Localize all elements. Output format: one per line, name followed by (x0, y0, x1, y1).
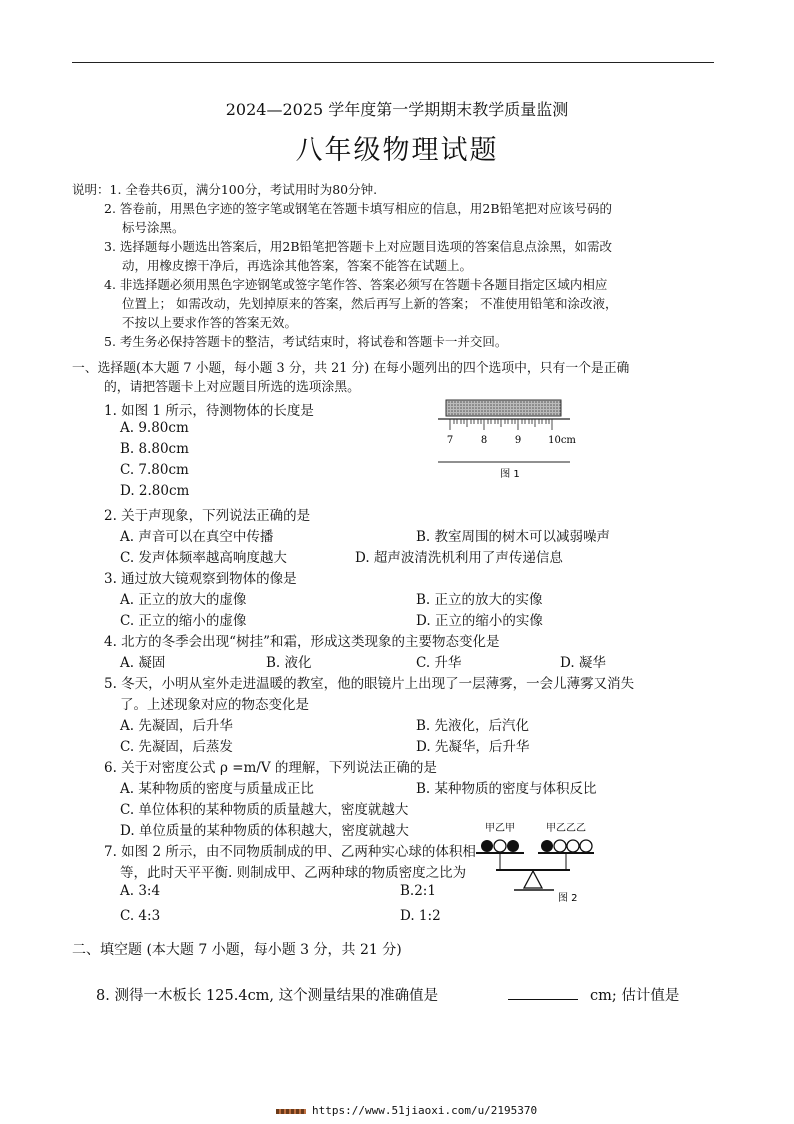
tick-label-7: 7 (446, 435, 454, 446)
q2-option-b: B. 教室周围的树木可以减弱噪声 (416, 529, 611, 545)
ruler-ticks (450, 419, 552, 430)
q6-stem: 6. 关于对密度公式 ρ =m/V 的理解，下列说法正确的是 (104, 760, 437, 776)
note-2b: 标号涂黑。 (122, 220, 185, 235)
note-2a: 2. 答卷前，用黑色字迹的签字笔或钢笔在答题卡填写相应的信息，用2B铅笔把对应该号码的 (104, 201, 613, 216)
q8-text: 8. 测得一木板长 125.4cm, 这个测量结果的准确值是 (96, 988, 439, 1004)
tick-label-9: 9 (514, 435, 522, 446)
q3-option-d: D. 正立的缩小的实像 (416, 613, 543, 629)
q6-option-a: A. 某种物质的密度与质量成正比 (120, 781, 314, 797)
ball-yi (494, 840, 506, 852)
q8-text-2: cm; 估计值是 (590, 988, 680, 1004)
ball-jia (507, 840, 519, 852)
ball-yi (580, 840, 592, 852)
section1-instructions-2: 的，请把答题卡上对应题目所选的选项涂黑。 (104, 380, 360, 395)
q4-option-c: C. 升华 (416, 655, 462, 671)
figure-2-caption: 图 2 (558, 893, 578, 904)
ball-yi (554, 840, 566, 852)
footer-watermark (276, 1104, 537, 1117)
ball-yi (567, 840, 579, 852)
q7-stem-2: 等，此时天平平衡. 则制成甲、乙两种球的物质密度之比为 (120, 865, 467, 881)
q8-answer-blank[interactable] (508, 999, 578, 1000)
q4-option-b: B. 液化 (266, 655, 312, 671)
measured-object (446, 400, 561, 416)
q7-option-d: D. 1:2 (400, 908, 441, 924)
q4-option-d: D. 凝华 (560, 655, 606, 671)
note-1: 说明：1. 全卷共6页，满分100分，考试用时为80分钟. (72, 182, 378, 197)
q5-option-c: C. 先凝固，后蒸发 (120, 739, 233, 755)
q1-option-b: B. 8.80cm (120, 441, 189, 457)
q1-option-d: D. 2.80cm (120, 483, 190, 499)
q3-stem: 3. 通过放大镜观察到物体的像是 (104, 571, 297, 587)
q1-option-c: C. 7.80cm (120, 462, 189, 478)
ball-jia (541, 840, 553, 852)
q7-stem-1: 7. 如图 2 所示，由不同物质制成的甲、乙两种实心球的体积相 (104, 844, 476, 860)
footer-logo-icon (276, 1109, 306, 1114)
note-4b: 位置上； 如需改动，先划掉原来的答案，然后再写上新的答案； 不准使用铅笔和涂改液， (122, 296, 618, 311)
q7-option-b: B.2:1 (400, 883, 436, 899)
q5-option-a: A. 先凝固，后升华 (120, 718, 233, 734)
figure-2-balance (470, 818, 600, 910)
q3-option-a: A. 正立的放大的虚像 (120, 592, 247, 608)
tick-label-10cm: 10cm (548, 435, 576, 446)
q2-option-a: A. 声音可以在真空中传播 (120, 529, 274, 545)
figure-1-ruler (430, 395, 580, 485)
page-title: 八年级物理试题 (295, 135, 499, 166)
q3-option-c: C. 正立的缩小的虚像 (120, 613, 247, 629)
note-5: 5. 考生务必保持答题卡的整洁，考试结束时，将试卷和答题卡一并交回。 (104, 334, 508, 349)
left-pan-label: 甲乙甲 (485, 823, 515, 834)
q3-option-b: B. 正立的放大的实像 (416, 592, 543, 608)
q4-option-a: A. 凝固 (120, 655, 166, 671)
exam-header: 2024—2025 学年度第一学期期末教学质量监测 (225, 100, 569, 119)
figure-1-caption: 图 1 (500, 469, 520, 480)
fulcrum (524, 871, 542, 888)
ball-jia (481, 840, 493, 852)
q6-option-c: C. 单位体积的某种物质的质量越大，密度就越大 (120, 802, 409, 818)
q7-option-a: A. 3:4 (120, 883, 161, 899)
right-pan-label: 甲乙乙乙 (546, 823, 586, 834)
tick-label-8: 8 (480, 435, 488, 446)
q1-stem: 1. 如图 1 所示，待测物体的长度是 (104, 403, 314, 419)
q5-stem-2: 了。上述现象对应的物态变化是 (120, 697, 309, 713)
q4-stem: 4. 北方的冬季会出现“树挂”和霜，形成这类现象的主要物态变化是 (104, 634, 500, 650)
footer-url: https://www.51jiaoxi.com/u/2195370 (312, 1104, 538, 1117)
note-4a: 4. 非选择题必须用黑色字迹钢笔或签字笔作答、答案必须写在答题卡各题目指定区域内相应 (104, 277, 608, 292)
note-4c: 不按以上要求作答的答案无效。 (122, 315, 298, 330)
q2-stem: 2. 关于声现象，下列说法正确的是 (104, 508, 311, 524)
q6-option-d: D. 单位质量的某种物质的体积越大，密度就越大 (120, 823, 409, 839)
q1-option-a: A. 9.80cm (120, 420, 189, 436)
section2-title: 二、填空题 (本大题 7 小题，每小题 3 分，共 21 分) (72, 942, 402, 958)
q5-stem-1: 5. 冬天，小明从室外走进温暖的教室，他的眼镜片上出现了一层薄雾，一会儿薄雾又消失 (104, 676, 635, 692)
q6-option-b: B. 某种物质的密度与体积反比 (416, 781, 597, 797)
note-3a: 3. 选择题每小题选出答案后，用2B铅笔把答题卡上对应题目选项的答案信息点涂黑，如需改 (104, 239, 613, 254)
q7-option-c: C. 4:3 (120, 908, 161, 924)
section1-instructions-1: 一、选择题(本大题 7 小题，每小题 3 分，共 21 分) 在每小题列出的四个选项中，只有一个是正确 (72, 361, 630, 376)
note-3b: 动，用橡皮擦干净后，再选涂其他答案，答案不能答在试题上。 (122, 258, 473, 273)
q2-option-d: D. 超声波清洗机利用了声传递信息 (355, 550, 563, 566)
q5-option-b: B. 先液化，后汽化 (416, 718, 530, 734)
q2-option-c: C. 发声体频率越高响度越大 (120, 550, 287, 566)
q5-option-d: D. 先凝华，后升华 (416, 739, 530, 755)
top-rule (72, 62, 714, 63)
